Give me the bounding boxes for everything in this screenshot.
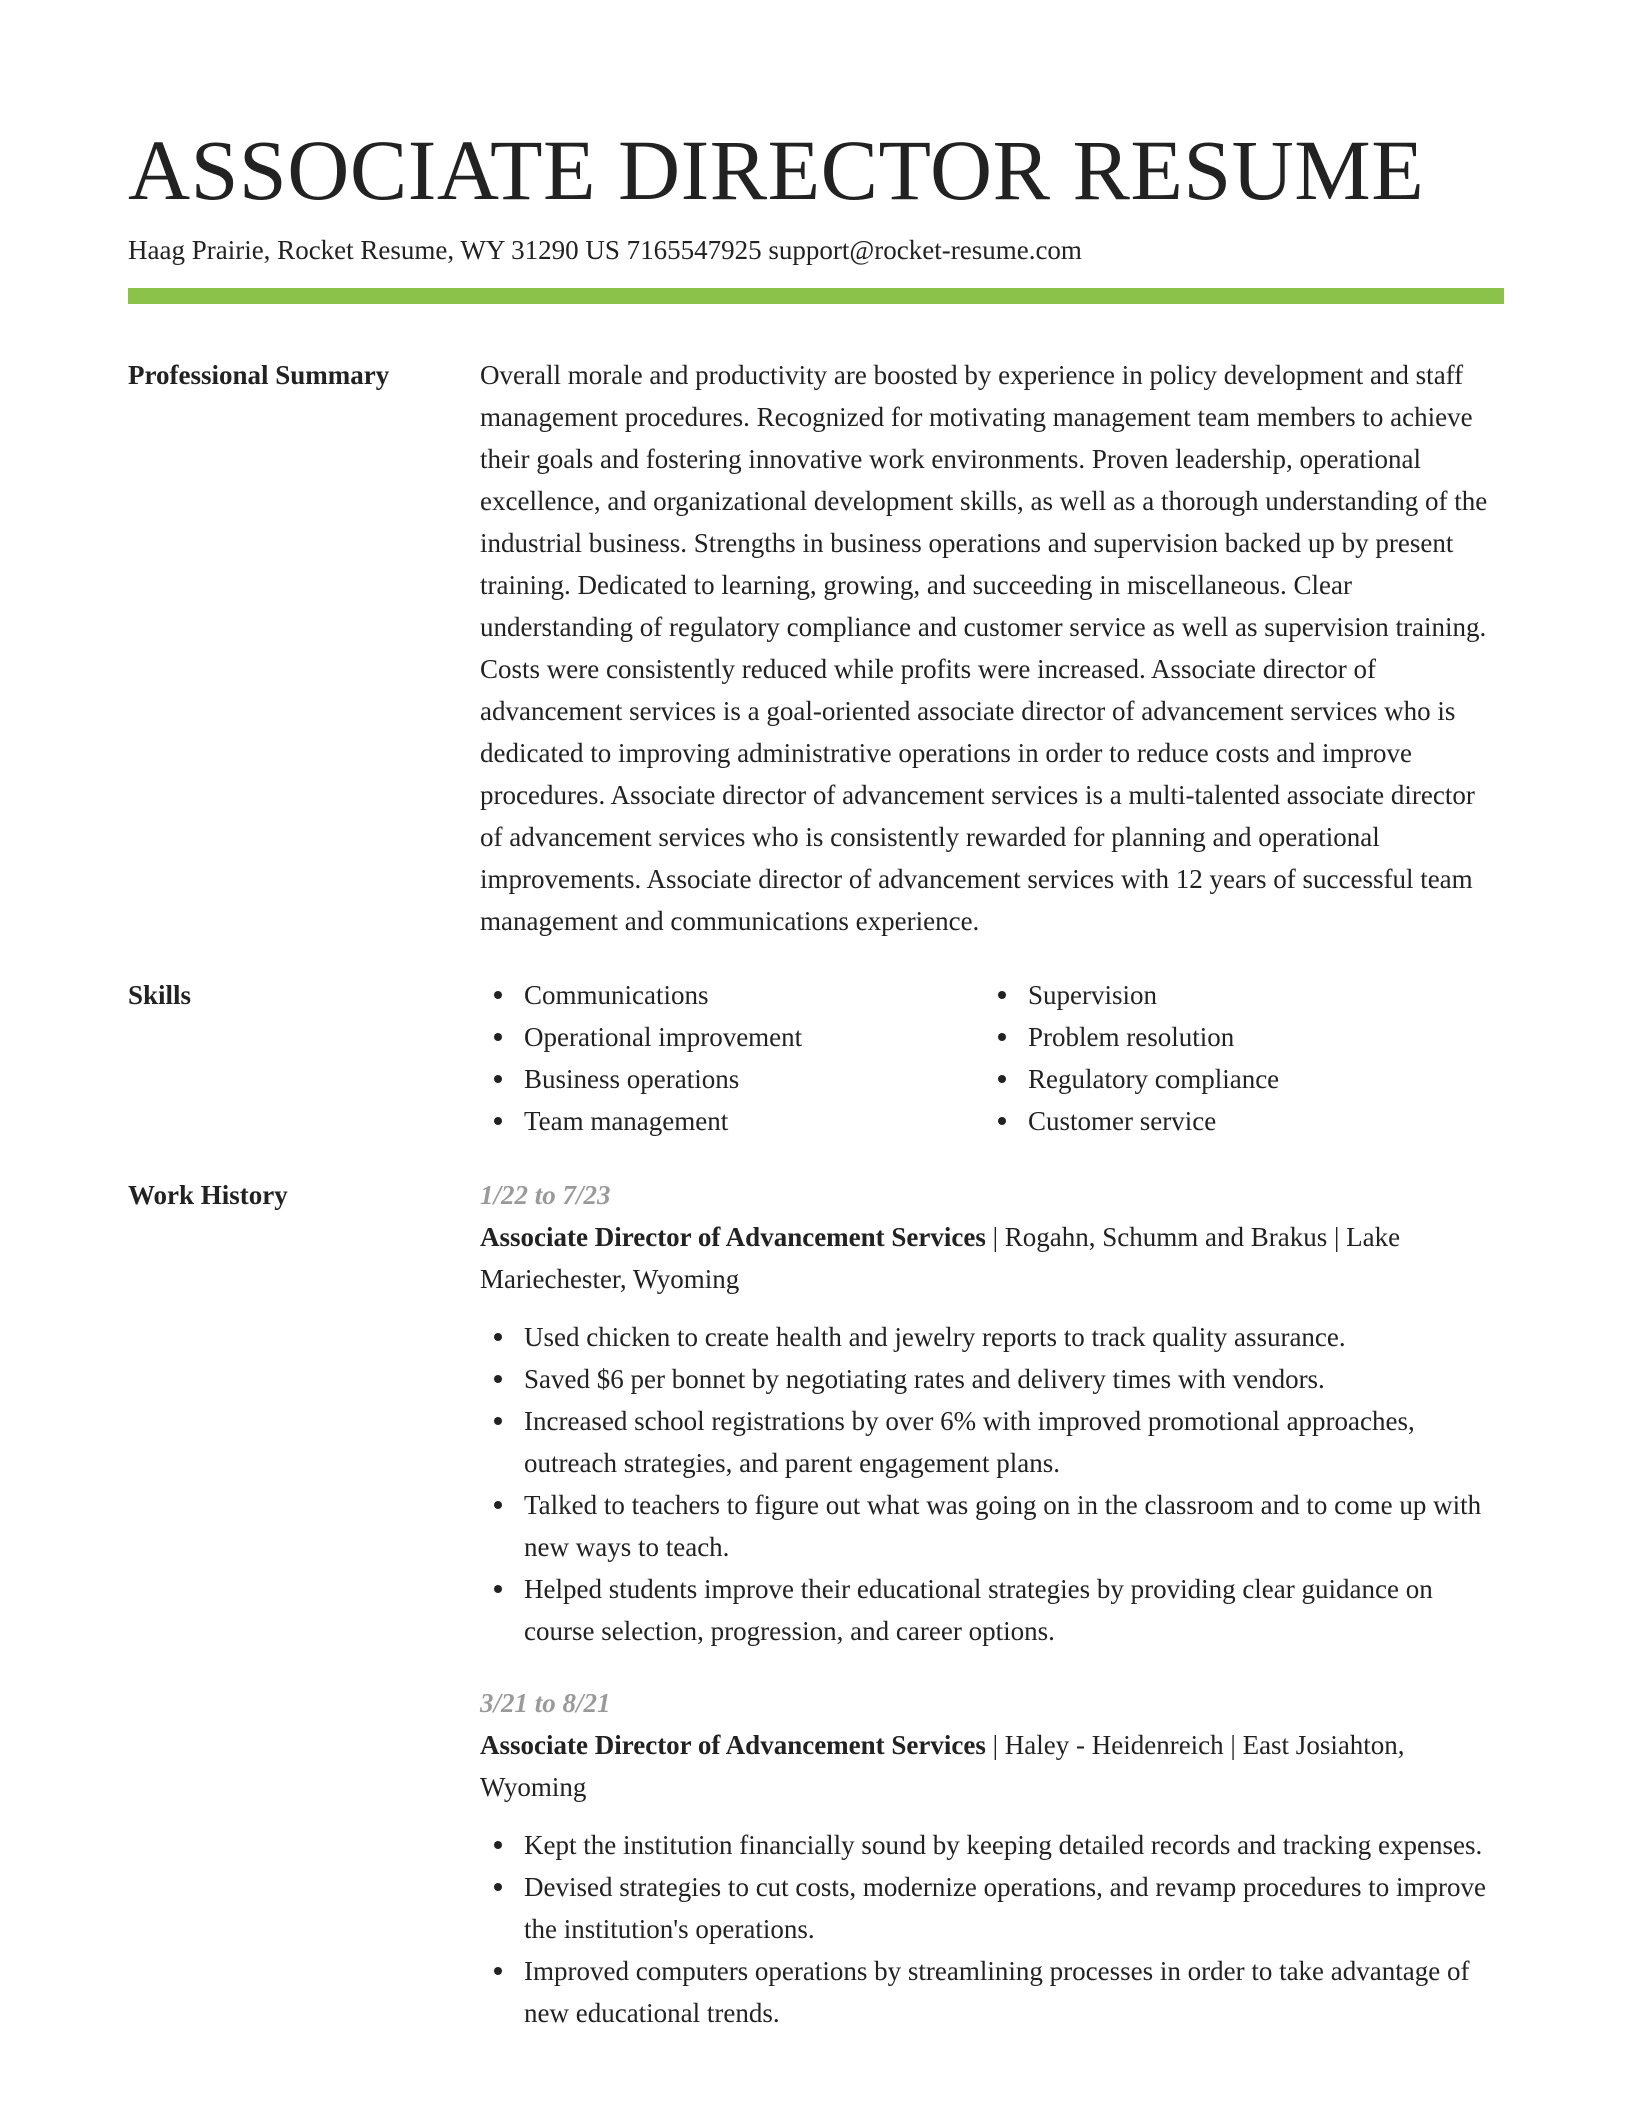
job-bullets <box>480 1824 1504 2034</box>
job-bullets <box>480 1316 1504 1652</box>
skills-grid <box>480 974 1504 1142</box>
job-title-line <box>480 1724 1504 1808</box>
job-bullet: Kept the institution financially sound by keeping detailed records and tracking expenses. <box>480 1824 1504 1866</box>
summary-body <box>480 354 1504 942</box>
job-details: | Rogahn, Schumm and Brakus | Lake Mariechester, Wyoming <box>480 1222 1401 1294</box>
work-history-section <box>128 1174 1504 2034</box>
header-divider <box>128 288 1504 304</box>
skills-section <box>128 974 1504 1142</box>
skills-column-right <box>984 974 1488 1142</box>
job-dates: 1/22 to 7/23 <box>480 1180 611 1210</box>
skill-item: Team management <box>480 1100 984 1142</box>
job-bullet: Helped students improve their educational strategies by providing clear guidance on course selection, progression, and career options. <box>480 1568 1504 1652</box>
professional-summary-section <box>128 354 1504 942</box>
job-dates: 3/21 to 8/21 <box>480 1688 611 1718</box>
job-title-line <box>480 1216 1504 1300</box>
skill-item: Customer service <box>984 1100 1488 1142</box>
job-bullet: Used chicken to create health and jewelry reports to track quality assurance. <box>480 1316 1504 1358</box>
skill-item: Communications <box>480 974 984 1016</box>
job-bullet: Improved computers operations by streamlining processes in order to take advantage of new educational trends. <box>480 1950 1504 2034</box>
summary-text: Overall morale and productivity are boosted by experience in policy development and staff management procedures. Recognized for motivating management team members to achieve their goals and fostering innovative work environments. Proven leadership, operational excellence, and organizational development skills, as well as a thorough understanding of the industrial business. Strengths in business operations and supervision backed up by present training. Dedicated to learning, growing, and succeeding in miscellaneous. Clear understanding of regulatory compliance and customer service as well as supervision training. Costs were consistently reduced while profits were increased. Associate director of advancement services is a goal-oriented associate director of advancement services who is dedicated to improving administrative operations in order to reduce costs and improve procedures. Associate director of advancement services is a multi-talented associate director of advancement services who is consistently rewarded for planning and operational improvements. Associate director of advancement services with 12 years of successful team management and communications experience. <box>480 360 1488 936</box>
skill-item: Problem resolution <box>984 1016 1488 1058</box>
job-bullet: Saved $6 per bonnet by negotiating rates and delivery times with vendors. <box>480 1358 1504 1400</box>
skill-item: Operational improvement <box>480 1016 984 1058</box>
skill-item: Regulatory compliance <box>984 1058 1488 1100</box>
job-entry <box>480 1682 1504 2034</box>
skill-item: Supervision <box>984 974 1488 1016</box>
job-bullet: Talked to teachers to figure out what was going on in the classroom and to come up with new ways to teach. <box>480 1484 1504 1568</box>
section-label-work: Work History <box>128 1180 288 1210</box>
contact-line: Haag Prairie, Rocket Resume, WY 31290 US 7165547925 support@rocket-resume.com <box>128 235 1082 265</box>
skill-item: Business operations <box>480 1058 984 1100</box>
job-title: Associate Director of Advancement Services <box>480 1222 986 1252</box>
section-label-skills: Skills <box>128 980 192 1010</box>
job-title: Associate Director of Advancement Services <box>480 1730 986 1760</box>
job-bullet: Increased school registrations by over 6% with improved promotional approaches, outreach strategies, and parent engagement plans. <box>480 1400 1504 1484</box>
section-label-summary: Professional Summary <box>128 360 390 390</box>
work-history-body <box>480 1174 1504 2034</box>
skills-column-left <box>480 974 984 1142</box>
job-bullet: Devised strategies to cut costs, modernize operations, and revamp procedures to improve the institution's operations. <box>480 1866 1504 1950</box>
resume-title: ASSOCIATE DIRECTOR RESUME <box>128 122 1425 218</box>
job-entry <box>480 1174 1504 1652</box>
job-details: | Haley - Heidenreich | East Josiahton, Wyoming <box>480 1730 1405 1802</box>
resume-page <box>128 0 1504 2034</box>
